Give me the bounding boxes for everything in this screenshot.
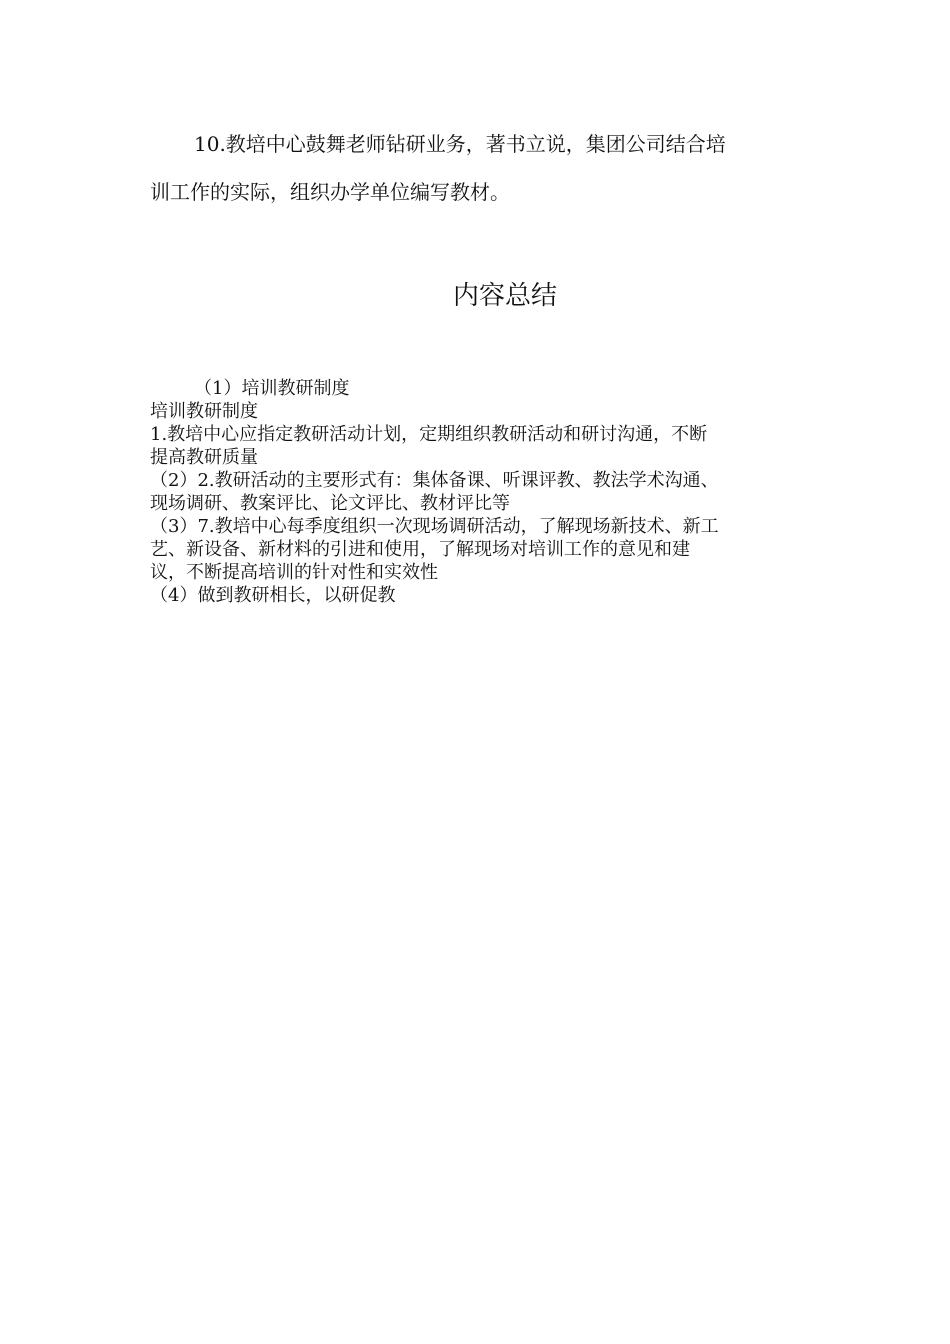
paragraph-line: 训工作的实际，组织办学单位编写教材。 bbox=[150, 180, 510, 204]
summary-line: 现场调研、教案评比、论文评比、教材评比等 bbox=[150, 493, 510, 514]
summary-line: （2）2.教研活动的主要形式有：集体备课、听课评教、教法学术沟通、 bbox=[150, 470, 719, 491]
summary-line: （1）培训教研制度 bbox=[194, 378, 350, 399]
summary-line: 提高教研质量 bbox=[150, 447, 258, 468]
summary-line: 艺、新设备、新材料的引进和使用，了解现场对培训工作的意见和建 bbox=[150, 539, 690, 560]
summary-line: 议，不断提高培训的针对性和实效性 bbox=[150, 562, 438, 583]
paragraph-item-10 bbox=[150, 120, 810, 216]
summary-content bbox=[150, 377, 810, 607]
paragraph-line: 10.教培中心鼓舞老师钻研业务，著书立说，集团公司结合培 bbox=[194, 132, 726, 156]
summary-line: （4）做到教研相长，以研促教 bbox=[150, 585, 396, 606]
summary-line: （3）7.教培中心每季度组织一次现场调研活动，了解现场新技术、新工 bbox=[150, 516, 719, 537]
summary-line: 1.教培中心应指定教研活动计划，定期组织教研活动和研讨沟通，不断 bbox=[150, 424, 708, 445]
summary-title: 内容总结 bbox=[452, 281, 557, 311]
summary-line: 培训教研制度 bbox=[150, 401, 258, 422]
